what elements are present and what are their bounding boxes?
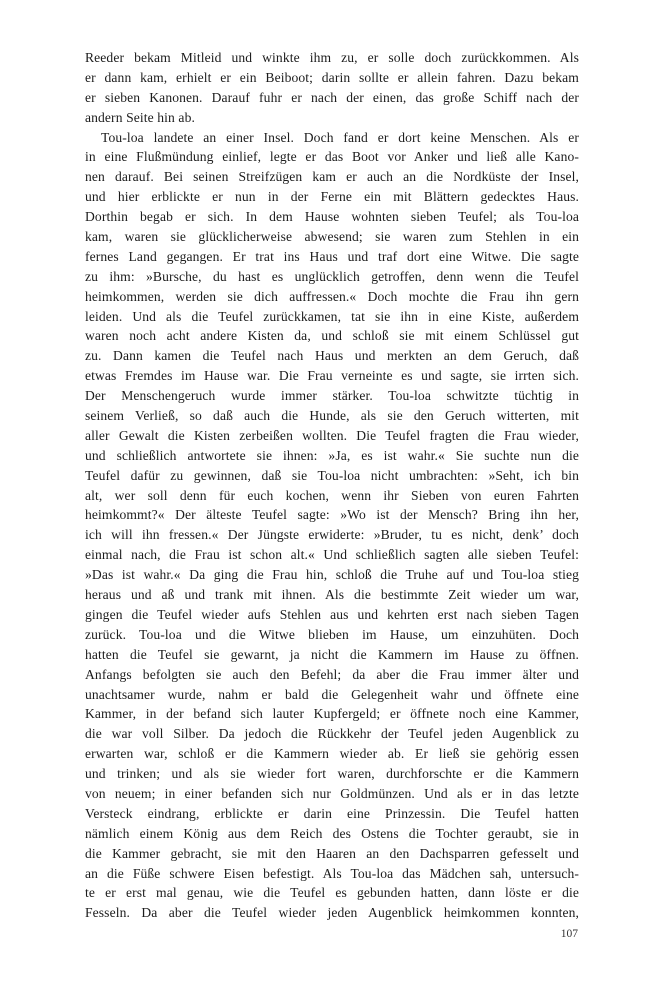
text-line: zurück. Tou-loa und die Witwe blieben im Hause, um einzuhüten. Doch <box>85 626 579 642</box>
text-line: heimkommt?« Der älteste Teufel sagte: »Wo ist der Mensch? Bring ihn her, <box>85 507 579 523</box>
text-line: einmal nach, die Frau ist schon alt.« Und schließlich sagten alle sieben Teufel: <box>85 547 579 563</box>
text-line: seinem Verließ, so daß auch die Hunde, als sie den Geruch witterten, mit <box>85 408 579 424</box>
text-line: Reeder bekam Mitleid und winkte ihm zu, er solle doch zurückkommen. Als <box>85 50 579 65</box>
text-line: an die Füße schwere Eisen befestigt. Als Tou-loa das Mädchen sah, untersuch- <box>85 865 579 881</box>
text-line: fernes Land gegangen. Er trat ins Haus und traf dort eine Witwe. Die sagte <box>85 248 579 264</box>
text-line: andern Seite hin ab. <box>85 109 195 125</box>
text-line: in eine Flußmündung einlief, legte er das Boot vor Anker und ließ alle Kano- <box>85 149 579 165</box>
text-line: te er erst mal genau, wie die Teufel es gebunden hatten, dann löste er die <box>85 885 579 901</box>
text-block <box>85 48 579 923</box>
text-line: er dann kam, erhielt er ein Beiboot; darin sollte er allein fahren. Dazu bekam <box>85 69 579 85</box>
text-line: und schließlich antwortete sie ihnen: »Ja, es ist wahr.« Sie suchte nun die <box>85 447 579 463</box>
text-line: hatten die Teufel sie gewarnt, ja nicht die Kammern im Hause zu öffnen. <box>85 646 579 662</box>
text-line: und trinken; und als sie wieder fort waren, durchforschte er die Kammern <box>85 766 579 782</box>
text-line: heimkommen, werden sie dich auffressen.« Doch mochte die Frau ihn gern <box>85 288 579 304</box>
page-number: 107 <box>560 928 578 940</box>
text-line: Kammer, in der befand sich lauter Kupfergeld; er öffnete noch eine Kammer, <box>85 706 579 722</box>
text-line: Teufel dafür zu gewinnen, daß sie Tou-loa nicht umbrachten: »Seht, ich bin <box>85 467 579 483</box>
text-line: Dorthin begab er sich. In dem Hause wohnten sieben Teufel; als Tou-loa <box>85 209 579 225</box>
text-line: waren noch acht andere Kisten da, und schloß sie mit einem Schlüssel gut <box>85 328 579 344</box>
text-line: heraus und aß und trank mit ihnen. Als die bestimmte Zeit wieder um war, <box>85 587 579 603</box>
text-line: alt, wer soll denn für euch kochen, wenn ihr Sieben von euren Fahrten <box>85 487 579 503</box>
text-line: aller Gewalt die Kisten zerbeißen wollten. Die Teufel fragten die Frau wieder, <box>85 427 579 443</box>
text-line: leiden. Und als die Teufel zurückkamen, tat sie ihn in eine Kiste, außerdem <box>85 308 579 324</box>
text-line: gingen die Teufel wieder aufs Stehlen aus und kehrten erst nach sieben Tagen <box>85 606 579 622</box>
text-line: unachtsamer wurde, nahm er bald die Gelegenheit wahr und öffnete eine <box>85 686 579 702</box>
text-line: erwarten war, schloß er die Kammern wieder ab. Er ließ sie gehörig essen <box>85 746 579 762</box>
text-line: die Kammer gebracht, sie mit den Haaren an den Dachsparren gefesselt und <box>85 845 579 861</box>
text-line: von neuem; in einer befanden sich nur Goldmünzen. Und als er in das letzte <box>85 785 579 801</box>
text-line: er sieben Kanonen. Darauf fuhr er nach der einen, das große Schiff nach der <box>85 89 579 105</box>
text-line: Versteck eindrang, erblickte er darin eine Prinzessin. Die Teufel hatten <box>85 805 579 821</box>
text-line: nen darauf. Bei seinen Streifzügen kam er auch an die Nordküste der Insel, <box>85 169 579 185</box>
text-line: nämlich einem König aus dem Reich des Ostens die Tochter geraubt, sie in <box>85 825 579 841</box>
text-line: Fesseln. Da aber die Teufel wieder jeden Augenblick heimkommen konnten, <box>85 905 579 921</box>
text-line: etwas Fremdes im Hause war. Die Frau verneinte es und sagte, sie irrten sich. <box>85 368 579 384</box>
text-line: »Das ist wahr.« Da ging die Frau hin, schloß die Truhe auf und Tou-loa stieg <box>85 567 579 583</box>
text-line: ich will ihn fressen.« Der Jüngste erwiderte: »Bruder, tu es nicht, denk’ doch <box>85 527 579 543</box>
text-line: zu ihm: »Bursche, du hast es unglücklich getroffen, denn wenn die Teufel <box>85 268 579 284</box>
text-line: Tou-loa landete an einer Insel. Doch fand er dort keine Menschen. Als er <box>101 129 579 145</box>
text-line: und hier erblickte er nun in der Ferne ein mit Blättern gedecktes Haus. <box>85 189 579 205</box>
text-line: Anfangs befolgten sie auch den Befehl; da aber die Frau immer älter und <box>85 666 579 682</box>
text-line: Der Menschengeruch wurde immer stärker. Tou-loa schwitzte tüchtig in <box>85 388 579 404</box>
text-line: kam, waren sie glücklicherweise abwesend; sie waren zum Stehlen in ein <box>85 229 579 245</box>
text-line: zu. Dann kamen die Teufel nach Haus und merkten an dem Geruch, daß <box>85 348 579 364</box>
text-line: die war voll Silber. Da jedoch die Rückkehr der Teufel jeden Augenblick zu <box>85 726 579 742</box>
